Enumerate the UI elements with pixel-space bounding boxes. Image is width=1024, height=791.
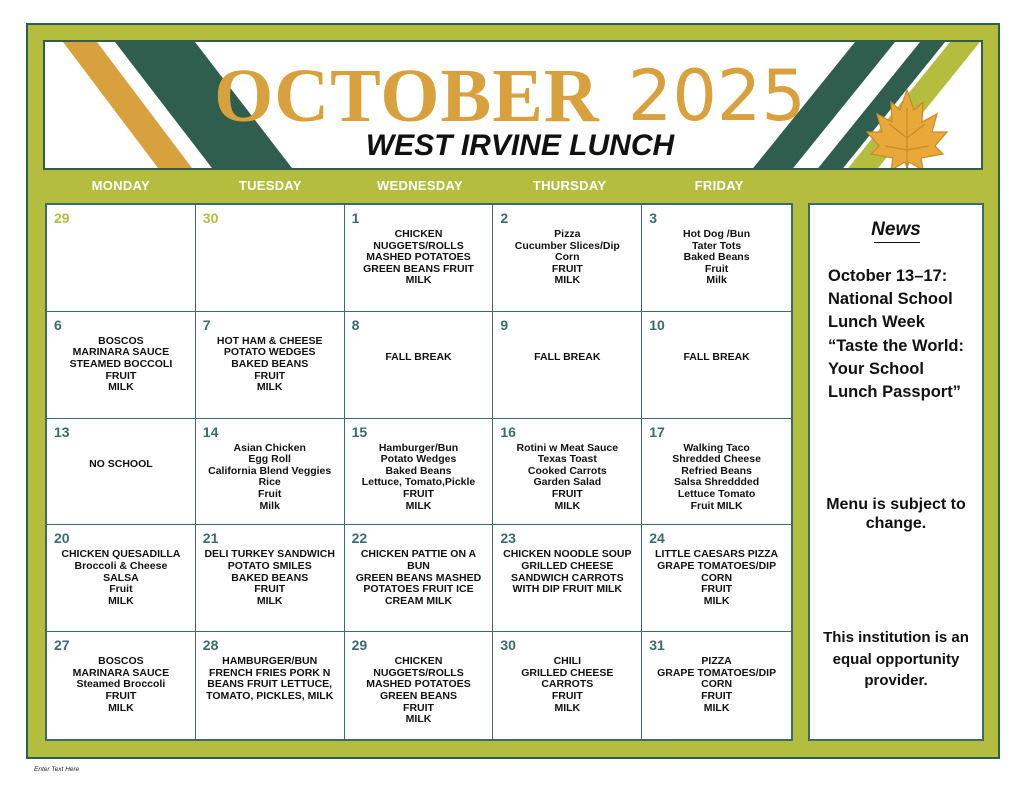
day-number: 20: [54, 530, 70, 547]
day-number: 17: [649, 423, 665, 440]
day-number: 3: [649, 210, 657, 226]
day-number: 24: [649, 530, 665, 547]
day-cell: [493, 525, 642, 632]
day-cell: [345, 632, 494, 739]
day-number: 29: [351, 637, 368, 654]
title-row: [214, 54, 806, 138]
day-cell: [642, 632, 791, 739]
day-cell: [642, 205, 791, 312]
day-cell: [345, 312, 494, 419]
menu-text: CHICKEN NUGGETS/ROLLS MASHED POTATOES GREEN BEANS FRUIT MILK: [363, 228, 474, 287]
menu-text: NO SCHOOL: [89, 457, 153, 470]
menu-text: Rotini w Meat Sauce Texas Toast Cooked Carrots Garden Salad FRUIT MILK: [516, 441, 619, 512]
day-cell: [493, 419, 642, 526]
menu-text: FALL BREAK: [534, 350, 601, 363]
menu-text: DELI TURKEY SANDWICH POTATO SMILES BAKED BEANS FRUIT MILK: [204, 548, 335, 607]
menu-text: FALL BREAK: [385, 350, 452, 363]
day-number: 31: [649, 637, 665, 654]
menu-text: BOSCOS MARINARA SAUCE Steamed Broccoli FRUIT MILK: [72, 655, 170, 714]
day-number: 8: [351, 316, 360, 333]
day-cell: [196, 632, 345, 739]
day-cell: [196, 525, 345, 632]
menu-text: HOT HAM & CHEESE POTATO WEDGES BAKED BEANS FRUIT MILK: [216, 334, 323, 394]
menu-text: CHICKEN PATTIE ON A BUN GREEN BEANS MASHED POTATOES FRUIT ICE CREAM MILK: [355, 548, 482, 607]
menu-text: FALL BREAK: [683, 350, 750, 363]
day-number: 16: [500, 423, 516, 440]
day-number: 13: [54, 423, 70, 440]
news-body: October 13–17: National School Lunch Week “Taste the World: Your School Lunch Passport”: [828, 267, 964, 402]
weekday-label: FRIDAY: [694, 178, 744, 193]
day-number: 1: [351, 210, 360, 226]
title-year: 2025: [627, 55, 806, 137]
day-cell: [345, 419, 494, 526]
calendar-grid: [45, 203, 793, 741]
day-cell: [642, 419, 791, 526]
menu-text: Hamburger/Bun Potato Wedges Baked Beans Lettuce, Tomato,Pickle FRUIT MILK: [361, 441, 476, 512]
weekday-header: [46, 178, 794, 196]
weekday-label: MONDAY: [91, 178, 150, 193]
menu-text: PIZZA GRAPE TOMATOES/DIP CORN FRUIT MILK: [657, 655, 777, 714]
menu-text: CHICKEN QUESADILLA Broccoli & Cheese SALSA Fruit MILK: [61, 548, 181, 607]
day-number: 7: [202, 316, 211, 333]
menu-text: Pizza Cucumber Slices/Dip Corn FRUIT MILK: [514, 228, 620, 287]
day-number: 28: [202, 637, 219, 654]
day-cell: [345, 525, 494, 632]
title-month: OCTOBER: [214, 54, 600, 138]
maple-leaf-icon: [865, 88, 949, 170]
menu-change-notice: Menu is subject to change.: [826, 496, 966, 532]
menu-text: HAMBURGER/BUN FRENCH FRIES PORK N BEANS FRUIT LETTUCE, TOMATO, PICKLES, MILK: [206, 655, 334, 702]
day-cell: [47, 632, 196, 739]
day-cell: [493, 632, 642, 739]
menu-text: Walking Taco Shredded Cheese Refried Beans Salsa Shreddded Lettuce Tomato Fruit MILK: [672, 441, 761, 512]
day-number: 2: [500, 210, 509, 226]
day-cell: [47, 419, 196, 526]
day-number: 23: [500, 530, 516, 547]
school-title: WEST IRVINE LUNCH: [365, 129, 675, 162]
day-number: 21: [202, 530, 219, 547]
footnote: Enter Text Here: [34, 766, 80, 773]
day-cell: [493, 205, 642, 312]
menu-text: BOSCOS MARINARA SAUCE STEAMED BOCCOLI FRUIT MILK: [69, 334, 173, 394]
menu-text: CHICKEN NOODLE SOUP GRILLED CHEESE SANDWICH CARROTS WITH DIP FRUIT MILK: [503, 548, 632, 596]
day-number: 29: [54, 210, 70, 226]
menu-text: CHILI GRILLED CHEESE CARROTS FRUIT MILK: [521, 655, 614, 714]
day-cell: [47, 525, 196, 632]
day-cell: [642, 312, 791, 419]
weekday-label: TUESDAY: [238, 178, 302, 193]
day-cell: [196, 419, 345, 526]
day-cell: [47, 312, 196, 419]
news-panel: [808, 203, 984, 741]
day-cell: [196, 205, 345, 312]
weekday-label: WEDNESDAY: [376, 178, 463, 193]
day-number: 30: [500, 637, 516, 654]
menu-text: CHICKEN NUGGETS/ROLLS MASHED POTATOES GREEN BEANS FRUIT MILK: [366, 655, 471, 726]
day-number: 10: [649, 316, 665, 333]
day-number: 22: [351, 530, 368, 547]
day-number: 6: [54, 316, 62, 333]
news-title-underline: [874, 242, 920, 243]
day-number: 27: [54, 637, 70, 654]
day-number: 30: [202, 210, 219, 226]
day-cell: [493, 312, 642, 419]
day-number: 9: [500, 316, 509, 333]
news-title: News: [871, 219, 921, 240]
menu-text: LITTLE CAESARS PIZZA GRAPE TOMATOES/DIP CORN FRUIT MILK: [655, 548, 779, 607]
day-cell: [642, 525, 791, 632]
day-cell: [345, 205, 494, 312]
weekday-label: THURSDAY: [532, 178, 607, 193]
calendar-header: [43, 40, 983, 170]
day-number: 15: [351, 423, 368, 440]
equal-opportunity-statement: This institution is an equal opportunity provider.: [823, 629, 969, 689]
menu-text: Hot Dog /Bun Tater Tots Baked Beans Fruit Milk: [683, 228, 751, 287]
menu-text: Asian Chicken Egg Roll California Blend Veggies Rice Fruit Milk: [208, 441, 332, 512]
day-cell: [47, 205, 196, 312]
day-number: 14: [202, 423, 219, 440]
day-cell: [196, 312, 345, 419]
